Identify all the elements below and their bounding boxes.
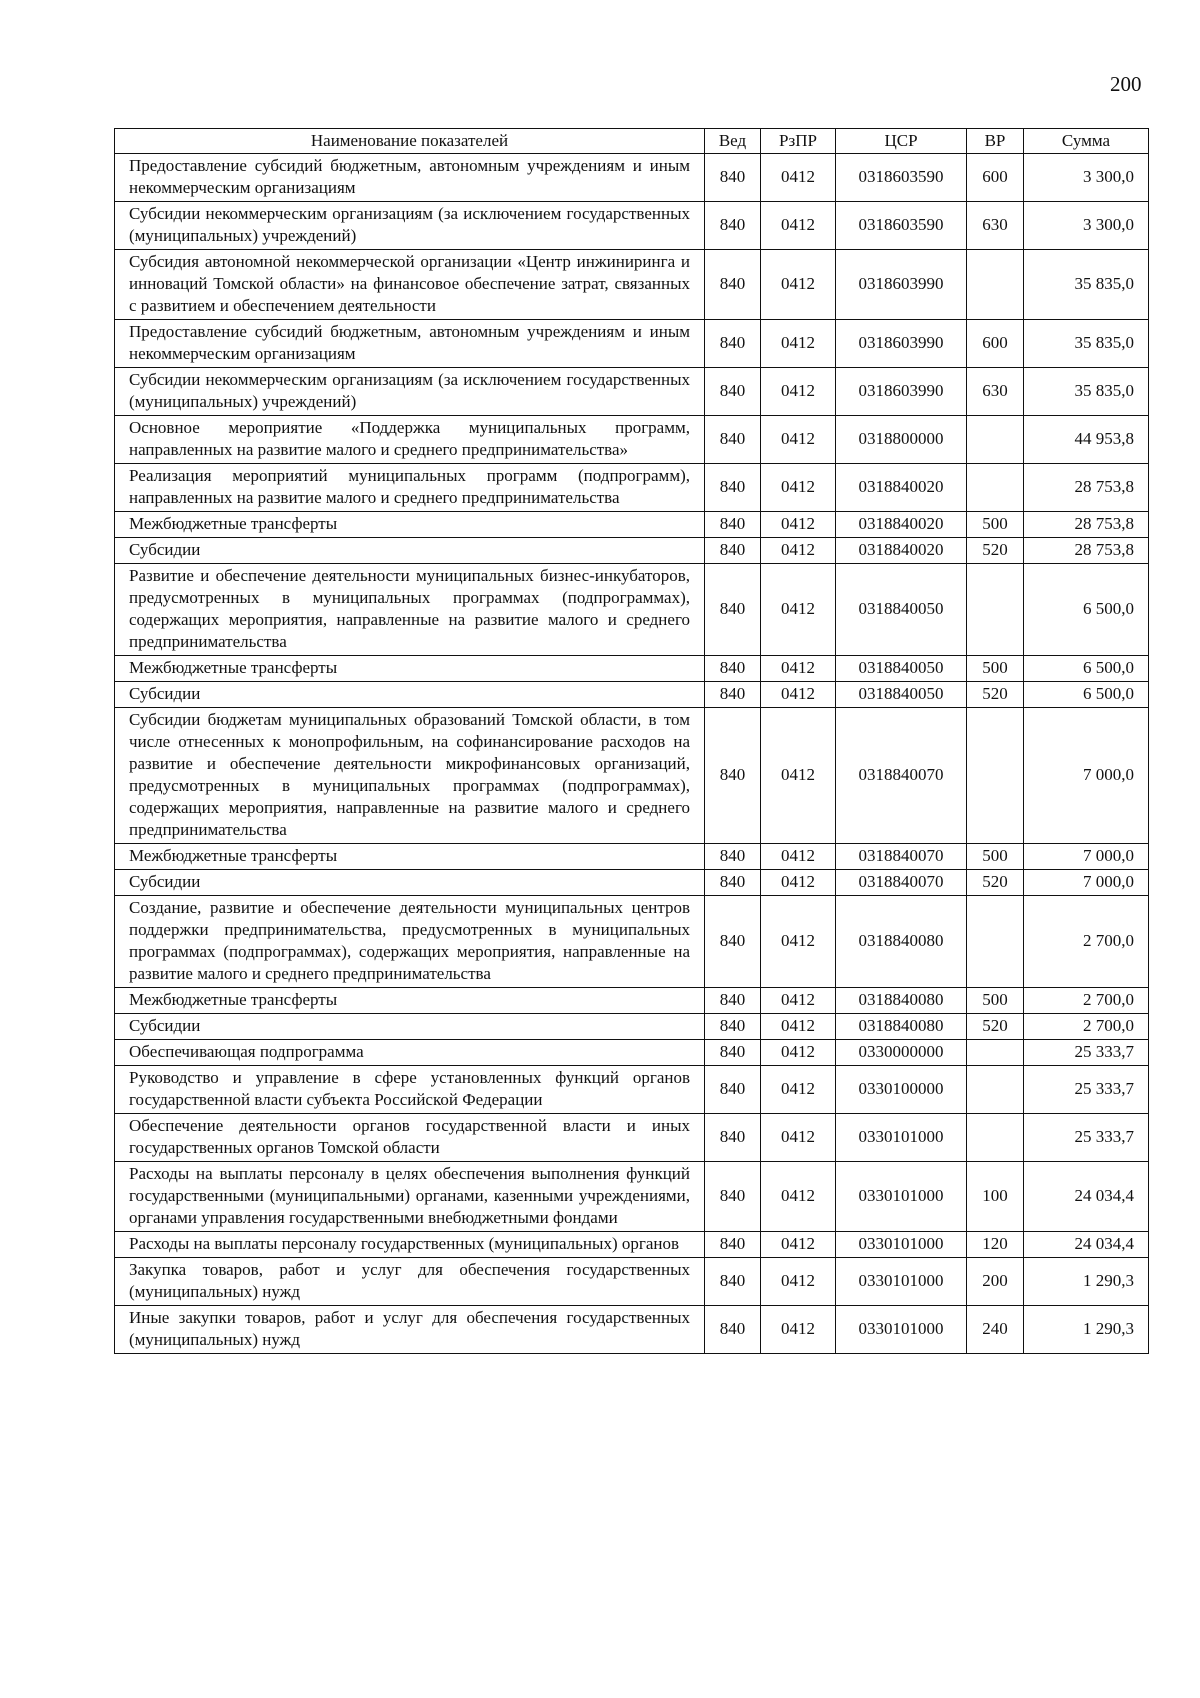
cell-csr: 0318800000 [836,416,967,464]
cell-ved: 840 [705,416,761,464]
table-row [115,464,1149,512]
cell-name: Субсидии [115,870,705,896]
cell-sum: 24 034,4 [1024,1162,1149,1232]
cell-rzpr: 0412 [761,320,836,368]
cell-ved: 840 [705,1066,761,1114]
table-row [115,202,1149,250]
cell-csr: 0318840080 [836,1014,967,1040]
cell-ved: 840 [705,154,761,202]
cell-vr: 500 [967,988,1024,1014]
cell-rzpr: 0412 [761,896,836,988]
cell-csr: 0318840070 [836,870,967,896]
cell-name: Субсидии [115,682,705,708]
cell-rzpr: 0412 [761,250,836,320]
cell-name: Субсидии [115,1014,705,1040]
cell-vr: 600 [967,154,1024,202]
cell-csr: 0330101000 [836,1306,967,1354]
cell-ved: 840 [705,538,761,564]
cell-rzpr: 0412 [761,464,836,512]
cell-vr [967,464,1024,512]
cell-sum: 7 000,0 [1024,844,1149,870]
cell-csr: 0318603590 [836,202,967,250]
cell-sum: 35 835,0 [1024,320,1149,368]
table-row [115,512,1149,538]
cell-rzpr: 0412 [761,1306,836,1354]
cell-name: Руководство и управление в сфере установленных функций органов государственной власти субъекта Российской Федерации [115,1066,705,1114]
cell-csr: 0330000000 [836,1040,967,1066]
cell-vr: 520 [967,682,1024,708]
cell-vr: 200 [967,1258,1024,1306]
cell-sum: 1 290,3 [1024,1258,1149,1306]
cell-name: Расходы на выплаты персоналу в целях обеспечения выполнения функций государственными (муниципальными) органами, казенными учреждениями, органами управления государственными внебюджетными фондами [115,1162,705,1232]
cell-csr: 0330101000 [836,1162,967,1232]
cell-sum: 28 753,8 [1024,538,1149,564]
cell-ved: 840 [705,1258,761,1306]
cell-sum: 6 500,0 [1024,682,1149,708]
cell-vr: 630 [967,202,1024,250]
cell-vr [967,416,1024,464]
cell-name: Межбюджетные трансферты [115,512,705,538]
cell-csr: 0330100000 [836,1066,967,1114]
cell-name: Обеспечение деятельности органов государственной власти и иных государственных органов Томской области [115,1114,705,1162]
table-row [115,870,1149,896]
cell-ved: 840 [705,844,761,870]
cell-rzpr: 0412 [761,682,836,708]
cell-vr: 240 [967,1306,1024,1354]
cell-rzpr: 0412 [761,538,836,564]
cell-sum: 1 290,3 [1024,1306,1149,1354]
table-row [115,1066,1149,1114]
cell-vr: 630 [967,368,1024,416]
table-row [115,416,1149,464]
cell-name: Развитие и обеспечение деятельности муниципальных бизнес-инкубаторов, предусмотренных в муниципальных программах (подпрограммах), содержащих мероприятия, направленные на развитие малого и среднего предпринимательства [115,564,705,656]
table-row [115,368,1149,416]
cell-csr: 0318603990 [836,250,967,320]
table-row [115,656,1149,682]
cell-ved: 840 [705,896,761,988]
cell-ved: 840 [705,320,761,368]
cell-csr: 0318840070 [836,844,967,870]
cell-name: Межбюджетные трансферты [115,656,705,682]
cell-ved: 840 [705,1306,761,1354]
cell-name: Предоставление субсидий бюджетным, автономным учреждениям и иным некоммерческим организациям [115,154,705,202]
cell-vr [967,250,1024,320]
cell-sum: 28 753,8 [1024,464,1149,512]
table-row [115,320,1149,368]
cell-csr: 0330101000 [836,1114,967,1162]
cell-vr: 500 [967,844,1024,870]
cell-rzpr: 0412 [761,988,836,1014]
cell-sum: 24 034,4 [1024,1232,1149,1258]
cell-vr [967,1040,1024,1066]
cell-rzpr: 0412 [761,708,836,844]
cell-rzpr: 0412 [761,154,836,202]
cell-ved: 840 [705,1114,761,1162]
table-row [115,1162,1149,1232]
cell-csr: 0318603590 [836,154,967,202]
table-row [115,1014,1149,1040]
cell-csr: 0318840080 [836,896,967,988]
table-row [115,1114,1149,1162]
cell-rzpr: 0412 [761,1066,836,1114]
cell-name: Межбюджетные трансферты [115,844,705,870]
table-row [115,1040,1149,1066]
cell-csr: 0318840020 [836,512,967,538]
cell-vr [967,896,1024,988]
table-row [115,1258,1149,1306]
table-row [115,538,1149,564]
cell-sum: 28 753,8 [1024,512,1149,538]
cell-sum: 25 333,7 [1024,1066,1149,1114]
cell-sum: 35 835,0 [1024,250,1149,320]
cell-sum: 2 700,0 [1024,1014,1149,1040]
cell-name: Предоставление субсидий бюджетным, автономным учреждениям и иным некоммерческим организациям [115,320,705,368]
cell-csr: 0318840050 [836,656,967,682]
cell-sum: 6 500,0 [1024,656,1149,682]
cell-name: Субсидия автономной некоммерческой организации «Центр инжиниринга и инноваций Томской области» на финансовое обеспечение затрат, связанных с развитием и обеспечением деятельности [115,250,705,320]
cell-rzpr: 0412 [761,844,836,870]
cell-ved: 840 [705,1162,761,1232]
cell-vr: 600 [967,320,1024,368]
cell-vr: 500 [967,512,1024,538]
cell-ved: 840 [705,1040,761,1066]
header-vr: ВР [967,129,1024,154]
cell-rzpr: 0412 [761,1258,836,1306]
table-row [115,1306,1149,1354]
cell-sum: 2 700,0 [1024,896,1149,988]
cell-ved: 840 [705,656,761,682]
cell-csr: 0318840020 [836,464,967,512]
cell-vr [967,708,1024,844]
table-row [115,682,1149,708]
cell-csr: 0330101000 [836,1232,967,1258]
cell-rzpr: 0412 [761,512,836,538]
cell-vr: 500 [967,656,1024,682]
cell-ved: 840 [705,464,761,512]
header-sum: Сумма [1024,129,1149,154]
cell-vr: 520 [967,538,1024,564]
cell-vr [967,1114,1024,1162]
cell-ved: 840 [705,202,761,250]
cell-csr: 0318840080 [836,988,967,1014]
cell-name: Субсидии некоммерческим организациям (за исключением государственных (муниципальных) учреждений) [115,202,705,250]
cell-csr: 0330101000 [836,1258,967,1306]
header-name: Наименование показателей [115,129,705,154]
cell-sum: 25 333,7 [1024,1040,1149,1066]
cell-rzpr: 0412 [761,1114,836,1162]
cell-vr: 100 [967,1162,1024,1232]
cell-ved: 840 [705,708,761,844]
cell-name: Субсидии [115,538,705,564]
table-row [115,844,1149,870]
cell-rzpr: 0412 [761,1162,836,1232]
cell-rzpr: 0412 [761,656,836,682]
table-row [115,1232,1149,1258]
cell-sum: 6 500,0 [1024,564,1149,656]
cell-ved: 840 [705,564,761,656]
cell-rzpr: 0412 [761,1014,836,1040]
cell-vr [967,1066,1024,1114]
cell-name: Межбюджетные трансферты [115,988,705,1014]
cell-name: Иные закупки товаров, работ и услуг для обеспечения государственных (муниципальных) нужд [115,1306,705,1354]
cell-ved: 840 [705,250,761,320]
cell-rzpr: 0412 [761,564,836,656]
header-ved: Вед [705,129,761,154]
cell-name: Субсидии некоммерческим организациям (за исключением государственных (муниципальных) учреждений) [115,368,705,416]
cell-ved: 840 [705,368,761,416]
cell-name: Закупка товаров, работ и услуг для обеспечения государственных (муниципальных) нужд [115,1258,705,1306]
cell-sum: 3 300,0 [1024,154,1149,202]
cell-rzpr: 0412 [761,416,836,464]
table-row [115,708,1149,844]
cell-sum: 35 835,0 [1024,368,1149,416]
table-row [115,896,1149,988]
cell-ved: 840 [705,1014,761,1040]
table-body [115,154,1149,1354]
cell-ved: 840 [705,870,761,896]
cell-csr: 0318840050 [836,564,967,656]
table-header-row [115,129,1149,154]
cell-name: Субсидии бюджетам муниципальных образований Томской области, в том числе отнесенных к монопрофильным, на софинансирование расходов на развитие и обеспечение деятельности микрофинансовых организаций, предусмотренных в муниципальных программах (подпрограммах), содержащих мероприятия, направленные на развитие малого и среднего предпринимательства [115,708,705,844]
cell-rzpr: 0412 [761,202,836,250]
budget-table [114,128,1149,1354]
cell-vr: 120 [967,1232,1024,1258]
cell-csr: 0318840070 [836,708,967,844]
cell-name: Обеспечивающая подпрограмма [115,1040,705,1066]
cell-ved: 840 [705,988,761,1014]
cell-vr: 520 [967,1014,1024,1040]
cell-name: Основное мероприятие «Поддержка муниципальных программ, направленных на развитие малого и среднего предпринимательства» [115,416,705,464]
cell-name: Расходы на выплаты персоналу государственных (муниципальных) органов [115,1232,705,1258]
header-csr: ЦСР [836,129,967,154]
cell-sum: 3 300,0 [1024,202,1149,250]
cell-sum: 2 700,0 [1024,988,1149,1014]
cell-ved: 840 [705,1232,761,1258]
cell-rzpr: 0412 [761,870,836,896]
cell-vr [967,564,1024,656]
table-row [115,988,1149,1014]
cell-csr: 0318840050 [836,682,967,708]
cell-csr: 0318840020 [836,538,967,564]
cell-ved: 840 [705,682,761,708]
cell-rzpr: 0412 [761,1232,836,1258]
cell-sum: 25 333,7 [1024,1114,1149,1162]
page-number: 200 [1110,72,1142,96]
header-rzpr: РзПР [761,129,836,154]
cell-name: Реализация мероприятий муниципальных программ (подпрограмм), направленных на развитие малого и среднего предпринимательства [115,464,705,512]
table-row [115,250,1149,320]
cell-vr: 520 [967,870,1024,896]
table-row [115,154,1149,202]
table-row [115,564,1149,656]
cell-rzpr: 0412 [761,1040,836,1066]
cell-name: Создание, развитие и обеспечение деятельности муниципальных центров поддержки предпринимательства, предусмотренных в муниципальных программах (подпрограммах), содержащих мероприятия, направленные на развитие малого и среднего предпринимательства [115,896,705,988]
cell-rzpr: 0412 [761,368,836,416]
cell-sum: 44 953,8 [1024,416,1149,464]
cell-csr: 0318603990 [836,368,967,416]
cell-ved: 840 [705,512,761,538]
cell-sum: 7 000,0 [1024,708,1149,844]
cell-sum: 7 000,0 [1024,870,1149,896]
cell-csr: 0318603990 [836,320,967,368]
